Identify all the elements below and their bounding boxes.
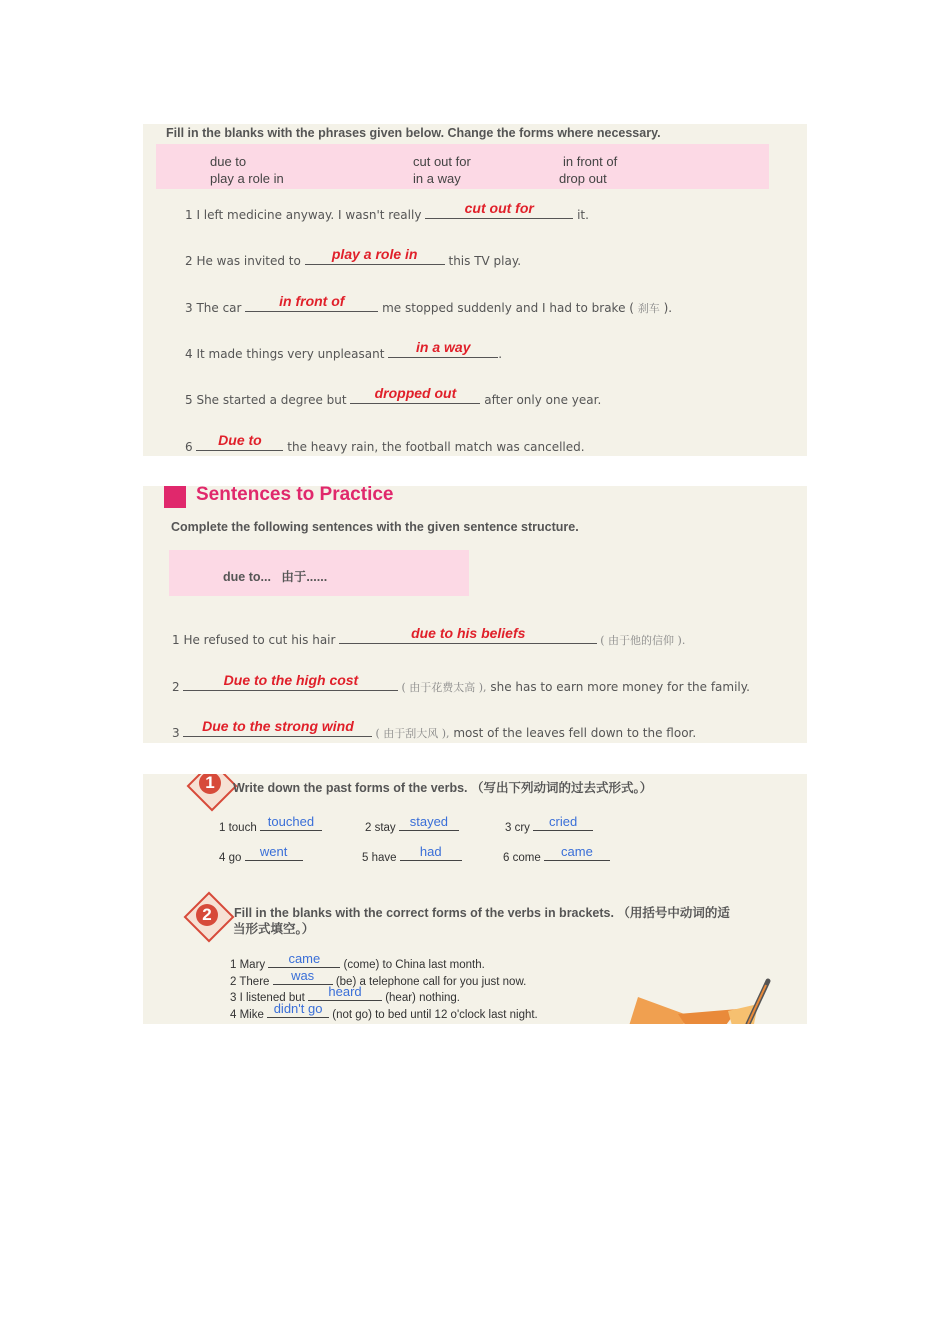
verb-label: 3 cry: [505, 822, 530, 834]
fill-item-3: [230, 984, 460, 1004]
phrase-cut-out-for: cut out for: [413, 154, 471, 169]
answer-blank[interactable]: [400, 844, 462, 861]
answer-blank[interactable]: [245, 293, 378, 312]
item-text: 3 The car: [185, 301, 246, 315]
item-text: 1 I left medicine anyway. I wasn't really: [185, 208, 426, 222]
item-text: 1 He refused to cut his hair: [172, 633, 340, 647]
phrase-in-a-way: in a way: [413, 171, 461, 186]
answer-text: due to his beliefs: [411, 625, 526, 641]
verb-label: 5 have: [362, 852, 397, 864]
phrase-drop-out: drop out: [559, 171, 607, 186]
practice-item-3: [172, 718, 697, 741]
answer-text: play a role in: [331, 246, 418, 262]
section-marker-icon: [164, 486, 186, 508]
verb-item-1: [219, 814, 322, 834]
item-text: .: [498, 347, 503, 361]
verb-label: 2 stay: [365, 822, 396, 834]
exercise-item-4: [185, 339, 503, 361]
exercise-item-5: [185, 385, 602, 407]
item-text: the heavy rain, the football match was cancelled.: [283, 440, 585, 454]
instruction-1: Write down the past forms of the verbs. （写出下列动词的过去式形式。）: [233, 781, 653, 795]
answer-blank[interactable]: [305, 246, 445, 265]
answer-blank[interactable]: [267, 1001, 329, 1018]
answer-text: in front of: [279, 293, 345, 309]
exercise-item-3: [185, 293, 673, 316]
verb-label: 1 touch: [219, 822, 257, 834]
answer-text: came: [288, 951, 321, 966]
phrases-exercise-panel: [143, 124, 807, 456]
answer-blank[interactable]: [245, 844, 303, 861]
item-text: 3: [172, 726, 184, 740]
verb-item-3: [505, 814, 593, 834]
answer-text: stayed: [409, 814, 449, 829]
item-text: (be) a telephone call for you just now.: [332, 976, 527, 988]
phrase-play-a-role-in: play a role in: [210, 171, 284, 186]
item-text: 4 Mike: [230, 1009, 268, 1021]
sentences-practice-panel: [143, 486, 807, 743]
answer-text: Due to the high cost: [223, 672, 359, 688]
chinese-hint: ( 由于花费太高 ),: [401, 681, 487, 694]
answer-blank[interactable]: [183, 718, 372, 737]
exercise-1-badge: 1: [199, 774, 221, 794]
chinese-hint: ( 由于刮大风 ),: [375, 727, 450, 740]
item-text: 1 Mary: [230, 959, 269, 971]
answer-blank[interactable]: [533, 814, 593, 831]
answer-blank[interactable]: [196, 432, 283, 451]
answer-blank[interactable]: [544, 844, 610, 861]
item-text: 4 It made things very unpleasant: [185, 347, 389, 361]
answer-text: Due to the strong wind: [202, 718, 354, 734]
verb-item-4: [219, 844, 303, 864]
item-text: (not go) to bed until 12 o'clock last night.: [329, 1009, 538, 1021]
exercise-item-1: [185, 200, 589, 222]
item-text: 6: [185, 440, 197, 454]
verb-label: 4 go: [219, 852, 242, 864]
answer-blank[interactable]: [350, 385, 480, 404]
answer-blank[interactable]: [339, 625, 597, 644]
practice-item-2: [172, 672, 750, 695]
item-text: 2 There: [230, 976, 273, 988]
sentence-structure: due to... 由于......: [223, 570, 328, 584]
answer-blank[interactable]: [273, 968, 333, 985]
answer-blank[interactable]: [308, 984, 382, 1001]
item-text: (hear) nothing.: [382, 992, 460, 1004]
item-text: 3 I listened but: [230, 992, 308, 1004]
item-text: most of the leaves fell down to the floor.: [449, 726, 697, 740]
item-text: me stopped suddenly and I had to brake (: [378, 301, 638, 315]
instruction-2-line-2: 当形式填空。）: [233, 922, 315, 936]
answer-text: Due to: [218, 432, 262, 448]
verb-forms-panel: [143, 774, 807, 1024]
answer-text: touched: [267, 814, 315, 829]
practice-item-1: [172, 625, 686, 648]
instruction: Complete the following sentences with the given sentence structure.: [171, 520, 579, 534]
verb-item-2: [365, 814, 459, 834]
exercise-item-2: [185, 246, 522, 268]
item-text: she has to earn more money for the family.: [486, 680, 750, 694]
item-text: this TV play.: [444, 254, 522, 268]
answer-text: didn't go: [273, 1001, 323, 1016]
fill-item-4: [230, 1001, 538, 1021]
verb-item-6: [503, 844, 610, 864]
answer-text: went: [259, 844, 288, 859]
chinese-hint: ( 由于他的信仰 ).: [600, 634, 686, 647]
answer-text: came: [561, 844, 593, 859]
phrase-due-to: due to: [210, 154, 247, 169]
answer-blank[interactable]: [399, 814, 459, 831]
answer-blank[interactable]: [388, 339, 498, 358]
instruction: Fill in the blanks with the phrases given below. Change the forms where necessary.: [166, 126, 661, 140]
answer-text: was: [291, 968, 315, 983]
answer-text: heard: [328, 984, 362, 999]
verb-item-5: [362, 844, 462, 864]
instruction-2-line-1: Fill in the blanks with the correct forms of the verbs in brackets. （用括号中动词的适: [234, 906, 730, 920]
answer-text: cried: [549, 814, 578, 829]
answer-blank[interactable]: [268, 951, 340, 968]
answer-text: cut out for: [464, 200, 534, 216]
item-text: 2 He was invited to: [185, 254, 305, 268]
item-text: 5 She started a degree but: [185, 393, 351, 407]
answer-text: dropped out: [374, 385, 457, 401]
phrase-in-front-of: in front of: [563, 154, 618, 169]
answer-text: in a way: [416, 339, 471, 355]
answer-blank[interactable]: [183, 672, 398, 691]
chinese-hint: 刹车: [637, 302, 660, 315]
fill-item-1: [230, 951, 485, 971]
exercise-2-badge: 2: [196, 904, 218, 926]
item-text: ).: [659, 301, 673, 315]
item-text: after only one year.: [480, 393, 602, 407]
verb-label: 6 come: [503, 852, 541, 864]
item-text: 2: [172, 680, 184, 694]
item-text: it.: [573, 208, 589, 222]
item-text: (come) to China last month.: [340, 959, 485, 971]
answer-blank[interactable]: [260, 814, 322, 831]
section-heading: Sentences to Practice: [196, 486, 394, 505]
answer-text: had: [419, 844, 442, 859]
pencil-decoration-icon: [628, 969, 807, 1024]
exercise-item-6: [185, 432, 585, 454]
answer-blank[interactable]: [425, 200, 573, 219]
